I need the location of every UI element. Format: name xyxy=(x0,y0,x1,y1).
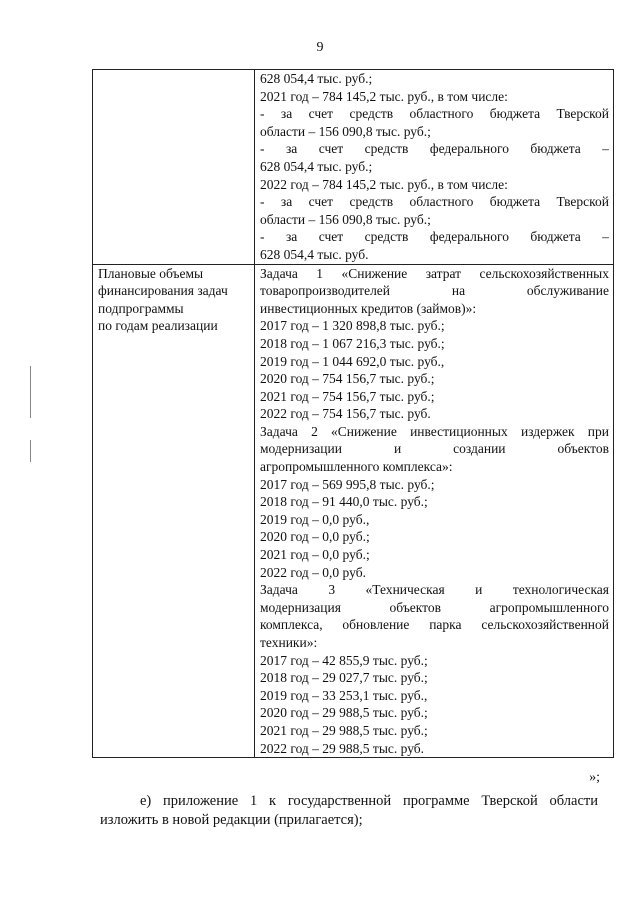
table-cell-line: - за счет средств областного бюджета Тверской xyxy=(260,106,609,122)
page-number: 9 xyxy=(316,40,324,55)
table-cell-line: товаропроизводителей на обслуживание xyxy=(260,283,609,299)
table-cell-line: 2019 год – 33 253,1 тыс. руб., xyxy=(260,687,428,703)
table-cell-line: 2017 год – 42 855,9 тыс. руб.; xyxy=(260,652,428,668)
paragraph-line-2: изложить в новой редакции (прилагается); xyxy=(100,812,363,828)
table-row xyxy=(93,264,614,758)
table-cell-line: 2021 год – 784 145,2 тыс. руб., в том числе: xyxy=(260,88,508,104)
table-cell-line: 2022 год – 29 988,5 тыс. руб. xyxy=(260,740,425,756)
row2-right-cell xyxy=(255,264,614,758)
table-cell-line: 2019 год – 1 044 692,0 тыс. руб., xyxy=(260,353,445,369)
table-cell-line: области – 156 090,8 тыс. руб.; xyxy=(260,123,431,139)
table-cell-line: модернизация объектов агропромышленного xyxy=(260,599,609,615)
row-header-line: финансирования задач xyxy=(98,283,228,299)
table-cell-line: инвестиционных кредитов (займов)»: xyxy=(260,300,477,316)
table-cell-line: 2020 год – 754 156,7 тыс. руб.; xyxy=(260,371,435,387)
table-cell-line: 2020 год – 29 988,5 тыс. руб.; xyxy=(260,705,428,721)
table-cell-line: 2019 год – 0,0 руб., xyxy=(260,511,370,527)
table-cell-line: 2017 год – 1 320 898,8 тыс. руб.; xyxy=(260,318,445,334)
table-cell-line: комплекса, обновление парка сельскохозяйственной xyxy=(260,617,609,633)
table-cell-line: 2018 год – 1 067 216,3 тыс. руб.; xyxy=(260,335,445,351)
table-cell-line: модернизации и создании объектов xyxy=(260,441,609,457)
table-cell-line: 2018 год – 91 440,0 тыс. руб.; xyxy=(260,494,428,510)
table-cell-line: техники»: xyxy=(260,635,318,650)
closing-quote-mark: »; xyxy=(589,770,600,785)
table-row xyxy=(93,70,614,265)
row1-right-cell xyxy=(255,70,614,265)
row-header-line: подпрограммы xyxy=(98,300,184,316)
table-cell-line: Задача 2 «Снижение инвестиционных издержек при xyxy=(260,423,609,439)
row-header-line: по годам реализации xyxy=(98,318,218,334)
scan-margin-mark xyxy=(30,366,31,418)
table-cell-line: 628 054,4 тыс. руб.; xyxy=(260,158,373,174)
table-cell-line: 2021 год – 754 156,7 тыс. руб.; xyxy=(260,388,435,404)
scan-margin-mark xyxy=(30,440,31,462)
table-cell-line: области – 156 090,8 тыс. руб.; xyxy=(260,211,431,227)
table-cell-line: 2021 год – 0,0 руб.; xyxy=(260,547,370,563)
table-cell-line: Задача 1 «Снижение затрат сельскохозяйственных xyxy=(260,265,609,281)
table-cell-line: 2017 год – 569 995,8 тыс. руб.; xyxy=(260,476,435,492)
subprogram-table xyxy=(92,69,614,758)
table-cell-line: агропромышленного комплекса»: xyxy=(260,459,453,475)
table-cell-line: 2022 год – 0,0 руб. xyxy=(260,564,366,580)
table-cell-line: 2022 год – 754 156,7 тыс. руб. xyxy=(260,406,431,422)
table-cell-line: 2021 год – 29 988,5 тыс. руб.; xyxy=(260,722,428,738)
row2-left-cell xyxy=(93,264,255,758)
amendment-paragraph xyxy=(100,792,598,830)
table-cell-line: 628 054,4 тыс. руб.; xyxy=(260,71,373,86)
table-cell-line: 628 054,4 тыс. руб. xyxy=(260,246,369,262)
table-cell-line: - за счет средств федерального бюджета – xyxy=(260,229,609,245)
table-cell-line: 2022 год – 784 145,2 тыс. руб., в том числе: xyxy=(260,176,508,192)
row-header-line: Плановые объемы xyxy=(98,265,204,281)
table-cell-line: 2020 год – 0,0 руб.; xyxy=(260,529,370,545)
table-cell-line: - за счет средств областного бюджета Тверской xyxy=(260,194,609,210)
table-cell-line: - за счет средств федерального бюджета – xyxy=(260,141,609,157)
paragraph-line-1: е) приложение 1 к государственной программе Тверской области xyxy=(140,793,598,809)
table-cell-line: Задача 3 «Техническая и технологическая xyxy=(260,582,609,598)
row1-left-cell xyxy=(93,70,255,265)
table-cell-line: 2018 год – 29 027,7 тыс. руб.; xyxy=(260,670,428,686)
